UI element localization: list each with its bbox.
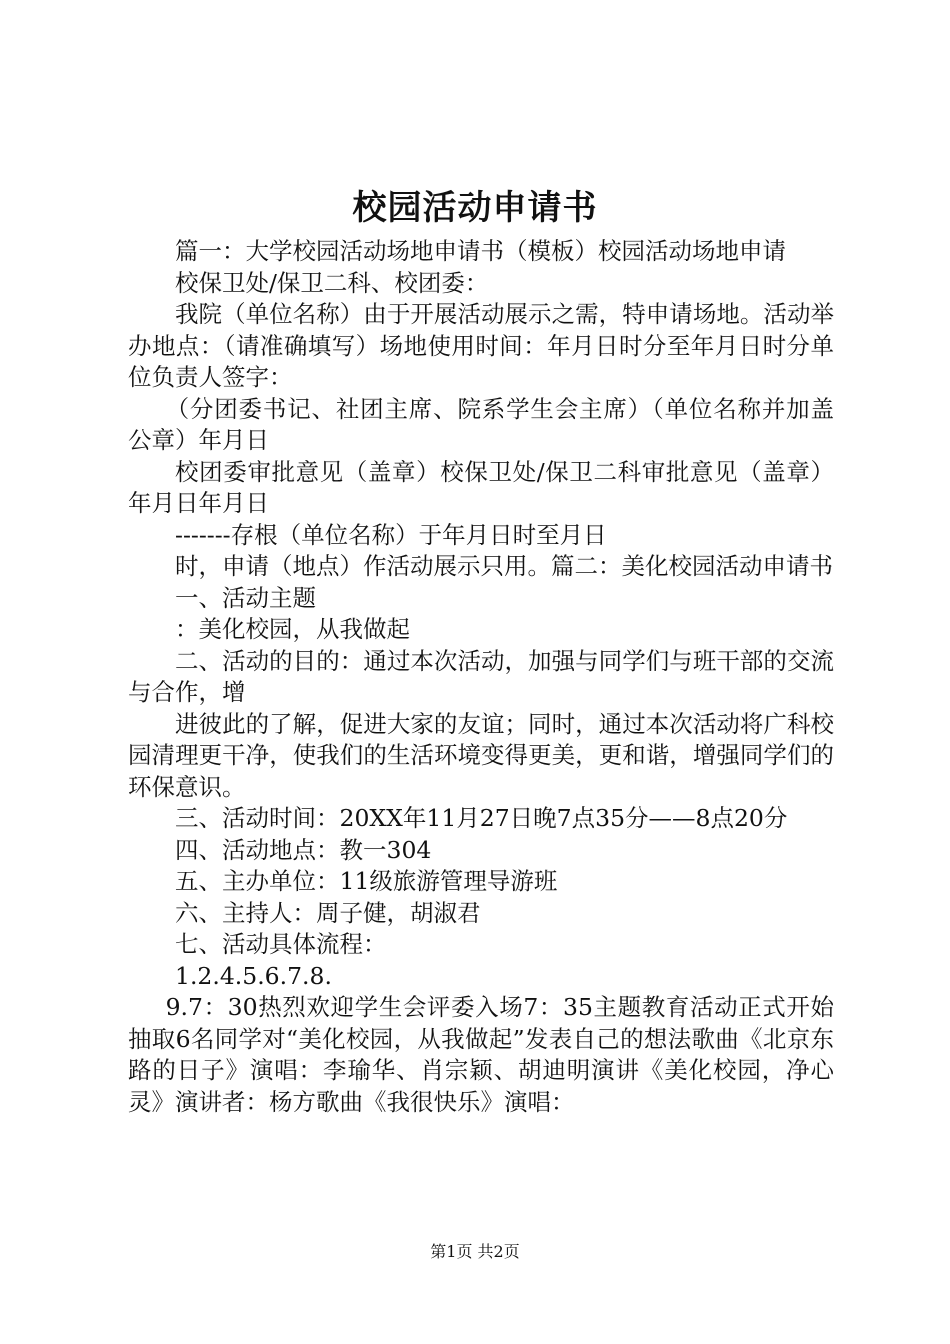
paragraph: ：美化校园，从我做起	[175, 615, 410, 643]
paragraph: 四、活动地点：教一304	[175, 835, 432, 864]
paragraph: （分团委书记、社团主席、院系学生会主席）（单位名称并加盖公章）年月日	[128, 394, 834, 454]
paragraph: 9.7：30热烈欢迎学生会评委入场7：35主题教育活动正式开始抽取6名同学对“美化校园，从我做起”发表自己的想法歌曲《北京东路的日子》演唱：李瑜华、肖宗颖、胡迪明演讲《美化校园，净心灵》演讲者：杨方歌曲《我很快乐》演唱：	[128, 993, 834, 1116]
document-title: 校园活动申请书	[352, 188, 598, 228]
document-body	[128, 236, 834, 1118]
paragraph: 二、活动的目的：通过本次活动，加强与同学们与班干部的交流与合作，增	[128, 646, 834, 706]
paragraph: 六、主持人：周子健，胡淑君	[175, 898, 481, 927]
paragraph: 一、活动主题	[175, 583, 316, 612]
paragraph: 进彼此的了解，促进大家的友谊；同时，通过本次活动将广科校园清理更干净，使我们的生活环境变得更美，更和谐，增强同学们的环保意识。	[128, 709, 834, 801]
paragraph: 五、主办单位：11级旅游管理导游班	[175, 867, 558, 895]
paragraph: 七、活动具体流程：	[175, 930, 387, 958]
paragraph: 篇一：大学校园活动场地申请书（模板）校园活动场地申请	[175, 237, 786, 265]
paragraph: 1.2.4.5.6.7.8.	[175, 961, 332, 990]
page-footer: 第1页 共2页	[430, 1242, 520, 1261]
paragraph: 校团委审批意见（盖章）校保卫处/保卫二科审批意见（盖章）年月日年月日	[128, 457, 834, 517]
paragraph: 校保卫处/保卫二科、校团委：	[175, 268, 489, 297]
paragraph: 时，申请（地点）作活动展示只用。篇二：美化校园活动申请书	[175, 552, 833, 580]
paragraph: -------存根（单位名称）于年月日时至月日	[175, 520, 607, 549]
paragraph: 我院（单位名称）由于开展活动展示之需，特申请场地。活动举办地点：（请准确填写）场地使用时间：年月日时分至年月日时分单位负责人签字：	[128, 300, 834, 391]
paragraph: 三、活动时间：20XX年11月27日晚7点35分——8点20分	[175, 804, 788, 832]
